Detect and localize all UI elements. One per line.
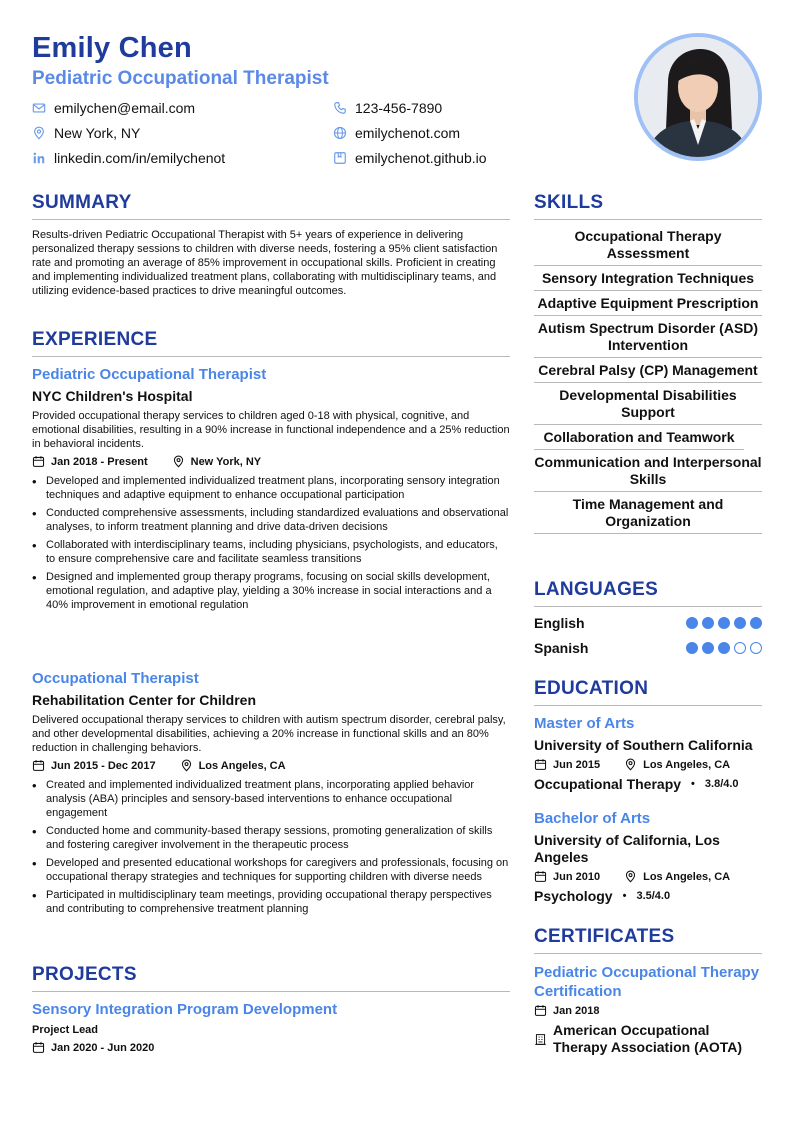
rating-dot xyxy=(718,642,730,654)
job-description: Delivered occupational therapy services to children with autism spectrum disorder, cerebral palsy, and other developmental disabilities, achieving a 20% increase in functional skills and an 80% reduction in challenging behaviors. xyxy=(32,714,506,754)
projects-divider xyxy=(32,991,510,992)
github-text: emilychenot.github.io xyxy=(355,150,487,166)
rating-dot xyxy=(702,617,714,629)
education-field-row xyxy=(534,888,670,904)
education-dates: Jun 2015 xyxy=(553,758,601,771)
calendar-icon xyxy=(534,1004,547,1017)
skill-item: Occupational Therapy Assessment xyxy=(534,226,762,266)
languages-heading: LANGUAGES xyxy=(534,579,659,600)
contact-phone[interactable] xyxy=(333,100,442,116)
list-item: • Created and implemented individualized treatment plans, incorporating applied behavior analysis (ABA) principles and sensory-based interventions to enhance occupational engagement xyxy=(32,778,510,820)
job-bullets xyxy=(32,778,510,920)
education-gpa: 3.5/4.0 xyxy=(636,890,671,902)
education-degree: Bachelor of Arts xyxy=(534,810,651,827)
email-text: emilychen@email.com xyxy=(54,100,196,116)
rating-dot xyxy=(686,617,698,629)
contact-email[interactable] xyxy=(32,100,195,116)
job-location: Los Angeles, CA xyxy=(198,759,286,772)
list-item: • Participated in multidisciplinary team meetings, providing occupational therapy perspectives and contributing to comprehensive treatment planning xyxy=(32,888,510,916)
skills-list xyxy=(534,226,762,536)
job-meta xyxy=(32,759,286,772)
job-description: Provided occupational therapy services to children aged 0-18 with physical, cognitive, and emotional disabilities, resulting in a 90% increase in functional independence and a 25% reduction in behavioral incidents. xyxy=(32,410,510,450)
list-item: • Designed and implemented group therapy programs, focusing on social skills development, emotional regulation, and adaptive play, yielding a 30% increase in social interactions and a 40% improvement in emotional regulation xyxy=(32,570,510,612)
certificate-date: Jan 2018 xyxy=(553,1004,600,1017)
certificate-issuer-row xyxy=(534,1022,762,1056)
summary-divider xyxy=(32,219,510,220)
certificate-issuer: American Occupational Therapy Association (AOTA) xyxy=(553,1022,743,1055)
summary-heading: SUMMARY xyxy=(32,192,132,213)
skill-item: Adaptive Equipment Prescription xyxy=(534,293,762,316)
education-divider xyxy=(534,705,762,706)
education-meta xyxy=(534,758,730,771)
skill-item: Time Management and Organization xyxy=(534,494,762,534)
profile-photo xyxy=(634,33,762,161)
project-dates: Jan 2020 - Jun 2020 xyxy=(51,1041,155,1054)
globe-icon xyxy=(333,126,347,140)
projects-heading: PROJECTS xyxy=(32,964,137,985)
education-heading: EDUCATION xyxy=(534,678,649,699)
separator-dot: • xyxy=(622,890,627,902)
candidate-name: Emily Chen xyxy=(32,32,192,64)
rating-dot xyxy=(734,642,746,654)
location-pin-icon xyxy=(180,759,193,772)
language-name: Spanish xyxy=(534,640,589,656)
certificates-divider xyxy=(534,953,762,954)
job-title: Occupational Therapist xyxy=(32,670,199,687)
candidate-title: Pediatric Occupational Therapist xyxy=(32,68,329,89)
calendar-icon xyxy=(534,758,547,771)
language-rating xyxy=(686,617,762,629)
skill-item: Collaboration and Teamwork xyxy=(534,427,744,450)
skill-item: Sensory Integration Techniques xyxy=(534,268,762,291)
education-degree: Master of Arts xyxy=(534,715,635,732)
location-text: New York, NY xyxy=(54,125,141,141)
skill-item: Communication and Interpersonal Skills xyxy=(534,452,762,492)
education-school: University of California, Los Angeles xyxy=(534,832,720,865)
separator-dot: • xyxy=(691,778,695,790)
job-company: NYC Children's Hospital xyxy=(32,388,193,404)
education-location: Los Angeles, CA xyxy=(643,758,731,771)
job-title: Pediatric Occupational Therapist xyxy=(32,366,267,383)
phone-text: 123-456-7890 xyxy=(355,100,443,116)
rating-dot xyxy=(718,617,730,629)
linkedin-icon xyxy=(32,151,46,165)
linkedin-text: linkedin.com/in/emilychenot xyxy=(54,150,226,166)
certificates-heading: CERTIFICATES xyxy=(534,926,675,947)
language-name: English xyxy=(534,615,585,631)
certificate-meta xyxy=(534,1004,599,1017)
skill-item: Cerebral Palsy (CP) Management xyxy=(534,360,762,383)
list-item: • Conducted home and community-based therapy sessions, promoting generalization of skills and fostering caregiver involvement in the therapeutic process xyxy=(32,824,510,852)
education-field: Occupational Therapy xyxy=(534,776,682,792)
location-pin-icon xyxy=(624,870,637,883)
education-dates: Jun 2010 xyxy=(553,870,601,883)
calendar-icon xyxy=(534,870,547,883)
phone-icon xyxy=(333,101,347,115)
rating-dot xyxy=(750,617,762,629)
list-item: • Developed and implemented individualized treatment plans, incorporating sensory integration techniques and adaptive equipment to enhance occupational participation xyxy=(32,474,510,502)
job-dates: Jun 2015 - Dec 2017 xyxy=(51,759,156,772)
education-field-row xyxy=(534,776,739,792)
project-meta xyxy=(32,1041,154,1054)
list-item: • Conducted comprehensive assessments, including standardized evaluations and observational analyses, to inform treatment planning and drive data-driven decisions xyxy=(32,506,510,534)
contact-github[interactable] xyxy=(333,150,487,166)
calendar-icon xyxy=(32,759,45,772)
languages-divider xyxy=(534,606,762,607)
mail-icon xyxy=(32,101,46,115)
location-pin-icon xyxy=(624,758,637,771)
contact-website[interactable] xyxy=(333,125,460,141)
job-location: New York, NY xyxy=(190,455,262,468)
contact-linkedin[interactable] xyxy=(32,150,225,166)
job-meta xyxy=(32,455,261,468)
education-field: Psychology xyxy=(534,888,613,904)
language-row xyxy=(534,615,762,631)
skills-heading: SKILLS xyxy=(534,192,604,213)
certificate-title: Pediatric Occupational Therapy Certification xyxy=(534,964,760,1000)
rating-dot xyxy=(686,642,698,654)
experience-divider xyxy=(32,356,510,357)
experience-heading: EXPERIENCE xyxy=(32,329,158,350)
rating-dot xyxy=(734,617,746,629)
skill-item: Autism Spectrum Disorder (ASD) Intervention xyxy=(534,318,762,358)
list-item: • Developed and presented educational workshops for caregivers and professionals, focusing on occupational therapy strategies and techniques for supporting children with diverse needs xyxy=(32,856,510,884)
job-bullets xyxy=(32,474,510,616)
project-title: Sensory Integration Program Development xyxy=(32,1001,338,1018)
language-rating xyxy=(686,642,762,654)
website-text: emilychenot.com xyxy=(355,125,461,141)
calendar-icon xyxy=(32,1041,45,1054)
contact-location xyxy=(32,125,140,141)
building-icon xyxy=(534,1033,547,1046)
education-meta xyxy=(534,870,730,883)
skill-item: Developmental Disabilities Support xyxy=(534,385,762,425)
job-company: Rehabilitation Center for Children xyxy=(32,692,257,708)
list-item: • Collaborated with interdisciplinary teams, including physicians, psychologists, and educators, to ensure comprehensive care and facilitate seamless transitions xyxy=(32,538,510,566)
education-location: Los Angeles, CA xyxy=(643,870,731,883)
location-pin-icon xyxy=(172,455,185,468)
portfolio-icon xyxy=(333,151,347,165)
job-dates: Jan 2018 - Present xyxy=(51,455,148,468)
language-row xyxy=(534,640,762,656)
project-role: Project Lead xyxy=(32,1024,99,1036)
calendar-icon xyxy=(32,455,45,468)
rating-dot xyxy=(702,642,714,654)
skills-divider xyxy=(534,219,762,220)
education-school: University of Southern California xyxy=(534,737,753,753)
summary-text: Results-driven Pediatric Occupational Therapist with 5+ years of experience in delivering personalized therapy sessions to children with diverse needs, fostering a 95% client satisfaction rate and promoting an average of 85% improvement in occupational skills. Proficient in creating and implementing individualized treatment plans, collaborating with multidisciplinary teams, and utilizing evidence-based practices to drive meaningful outcomes. xyxy=(32,229,498,297)
education-gpa: 3.8/4.0 xyxy=(704,778,739,790)
location-pin-icon xyxy=(32,126,46,140)
rating-dot xyxy=(750,642,762,654)
